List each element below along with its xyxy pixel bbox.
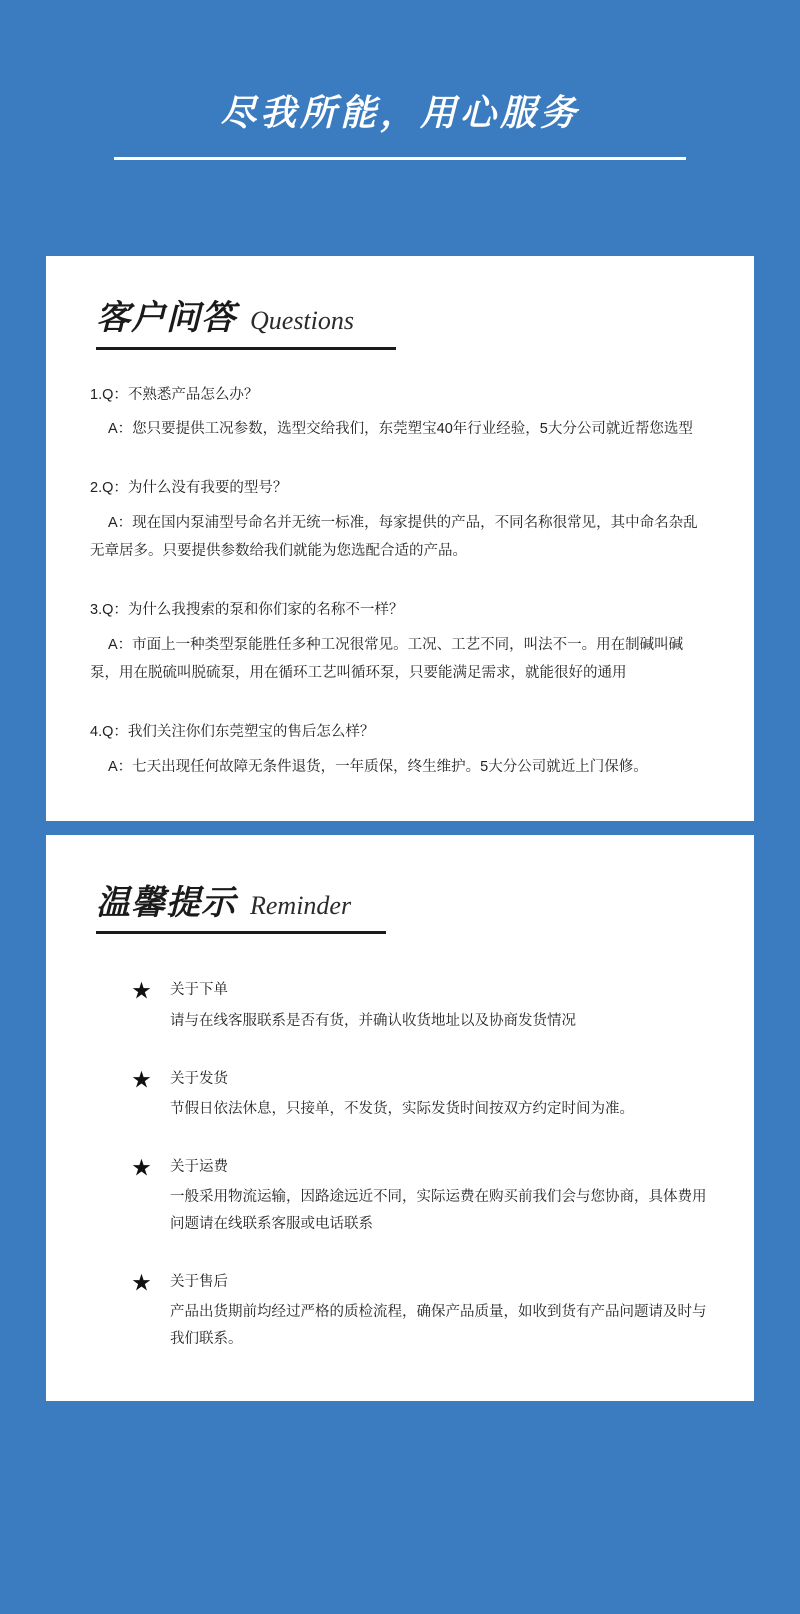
reminder-item-body — [170, 1069, 710, 1123]
qa-question: 1.Q：不熟悉产品怎么办？ — [90, 386, 259, 403]
reminder-item-title: 关于售后 — [170, 1273, 228, 1290]
qa-answer: A：现在国内泵浦型号命名并无统一标准，每家提供的产品，不同名称很常见，其中命名杂乱无章居多。只要提供参数给我们就能为您选配合适的产品。 — [90, 514, 698, 560]
reminder-heading-underline — [96, 931, 386, 934]
reminder-item — [132, 1157, 710, 1238]
qa-question: 4.Q：我们关注你们东莞塑宝的售后怎么样？ — [90, 724, 375, 741]
bottom-spacer — [0, 1401, 800, 1441]
reminder-item-text: 节假日依法休息，只接单，不发货，实际发货时间按双方约定时间为准。 — [170, 1100, 634, 1117]
banner-title: 尽我所能，用心服务 — [219, 93, 580, 134]
reminder-heading-cn: 温馨提示 — [96, 883, 236, 924]
reminder-heading-en: Reminder — [250, 890, 352, 920]
qa-question: 2.Q：为什么没有我要的型号？ — [90, 480, 288, 497]
qa-question: 3.Q：为什么我搜索的泵和你们家的名称不一样？ — [90, 602, 404, 619]
reminder-item-body — [170, 1157, 710, 1238]
questions-heading-underline — [96, 347, 396, 350]
questions-card — [46, 256, 754, 821]
reminder-item — [132, 1272, 710, 1353]
reminder-item-title: 关于运费 — [170, 1158, 228, 1175]
reminder-item — [132, 1069, 710, 1123]
questions-heading-cn: 客户问答 — [96, 298, 236, 339]
star-icon: ★ — [132, 1272, 152, 1294]
reminder-item-body — [170, 980, 710, 1034]
reminder-item-text: 产品出货期前均经过严格的质检流程，确保产品质量，如收到货有产品问题请及时与我们联系。 — [170, 1303, 707, 1347]
reminder-card — [46, 835, 754, 1400]
star-icon: ★ — [132, 1157, 152, 1179]
star-icon: ★ — [132, 1069, 152, 1091]
star-icon: ★ — [132, 981, 152, 1003]
qa-list — [90, 384, 710, 781]
qa-answer: A：市面上一种类型泵能胜任多种工况很常见。工况、工艺不同，叫法不一。用在制碱叫碱泵，用在脱硫叫脱硫泵，用在循环工艺叫循环泵，只要能满足需求，就能很好的通用 — [90, 636, 684, 682]
reminder-item-text: 请与在线客服联系是否有货，并确认收货地址以及协商发货情况 — [170, 1012, 576, 1029]
qa-answer: A：七天出现任何故障无条件退货，一年质保，终生维护。5大分公司就近上门保修。 — [108, 758, 648, 775]
banner-divider — [114, 157, 686, 160]
reminder-list — [90, 980, 710, 1352]
qa-item — [90, 477, 710, 565]
qa-item — [90, 721, 710, 781]
questions-heading-en: Questions — [250, 305, 354, 335]
reminder-item-text: 一般采用物流运输，因路途远近不同，实际运费在购买前我们会与您协商，具体费用问题请在线联系客服或电话联系 — [170, 1188, 707, 1232]
banner — [0, 0, 800, 160]
reminder-heading — [90, 885, 710, 922]
reminder-item — [132, 980, 710, 1034]
questions-heading — [90, 300, 710, 337]
qa-answer: A：您只要提供工况参数，选型交给我们，东莞塑宝40年行业经验，5大分公司就近帮您选型 — [108, 421, 693, 438]
qa-item — [90, 599, 710, 687]
reminder-item-title: 关于发货 — [170, 1070, 228, 1087]
reminder-item-body — [170, 1272, 710, 1353]
qa-item — [90, 384, 710, 444]
reminder-item-title: 关于下单 — [170, 982, 228, 999]
